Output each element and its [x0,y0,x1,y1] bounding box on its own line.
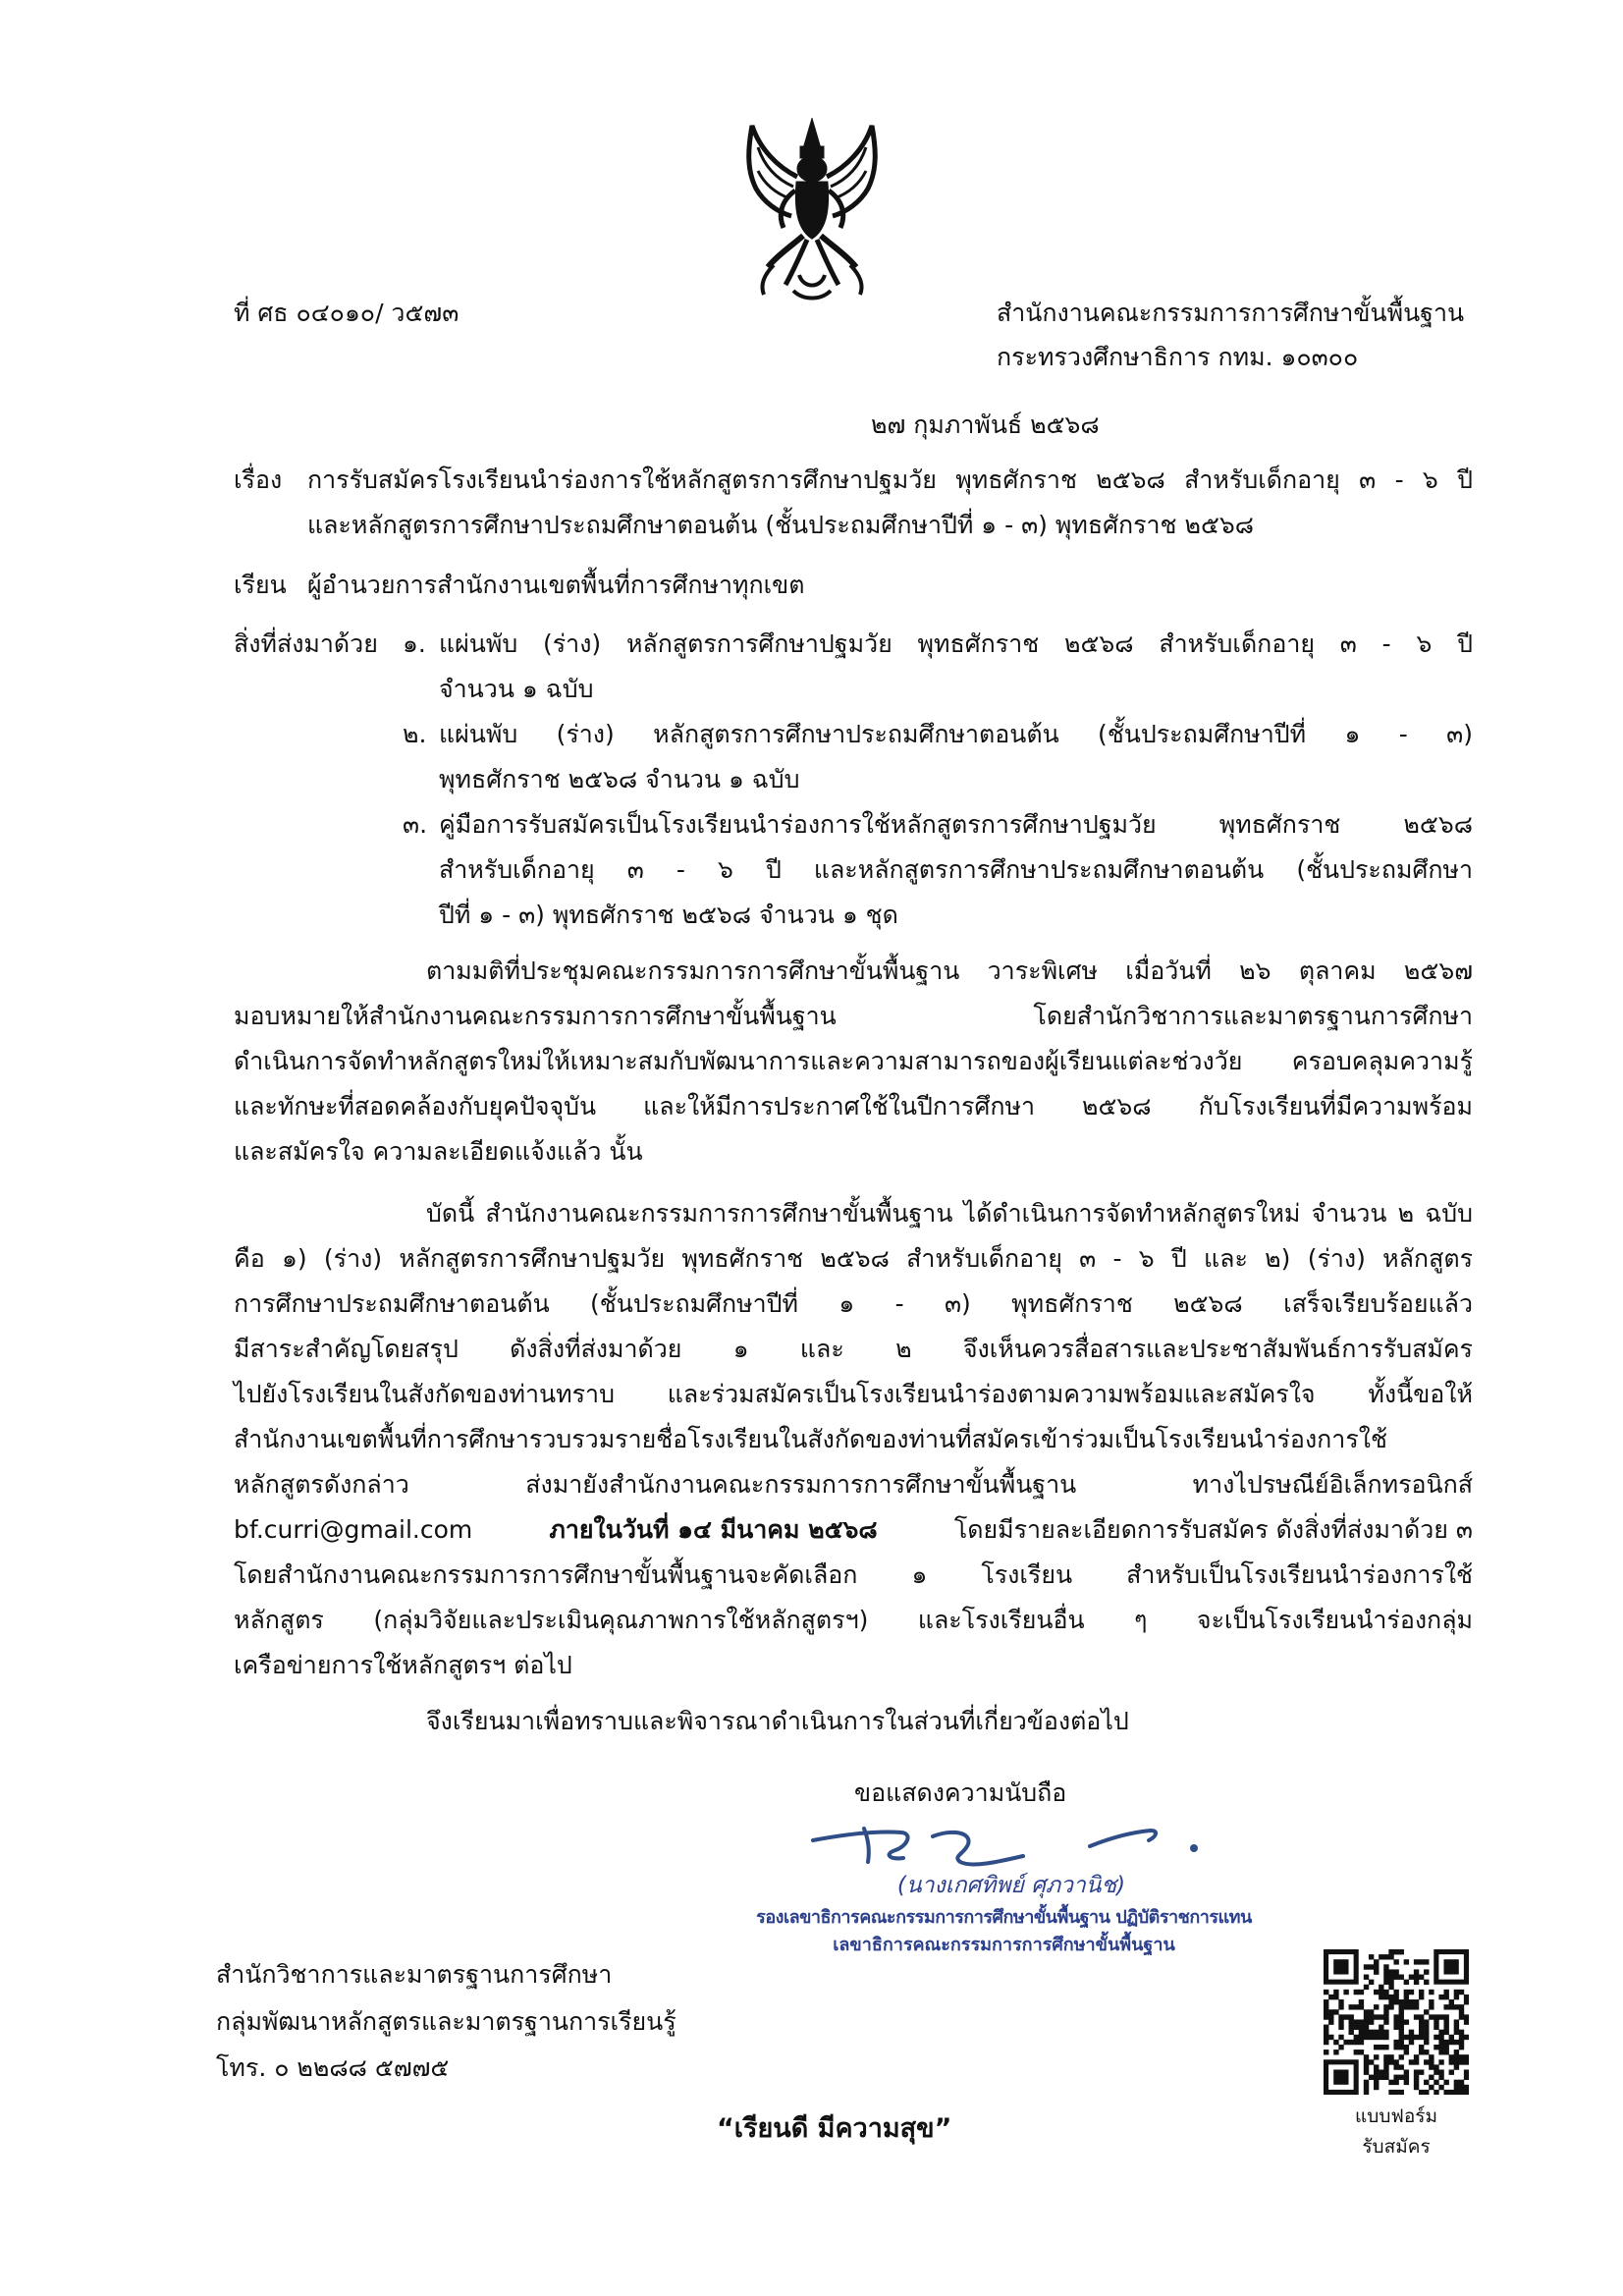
para2-line: โดยสำนักงานคณะกรรมการการศึกษาขั้นพื้นฐานจะคัดเลือก ๑ โรงเรียน สำหรับเป็นโรงเรียนนำร่องการใช้ [234,1560,1473,1589]
para1-line: และทักษะที่สอดคล้องกับยุคปัจจุบัน และให้มีการประกาศใช้ในปีการศึกษา ๒๕๖๘ กับโรงเรียนที่มีความพร้อม [234,1092,1473,1121]
department-group: กลุ่มพัฒนาหลักสูตรและมาตรฐานการเรียนรู้ [216,2007,676,2036]
subject-label: เรื่อง [234,465,283,494]
office-address: กระทรวงศึกษาธิการ กทม. ๑๐๓๐๐ [997,343,1359,371]
signatory-title-2: เลขาธิการคณะกรรมการการศึกษาขั้นพื้นฐาน [833,1935,1175,1955]
qr-code[interactable] [1324,1949,1469,2095]
enclosure-3-line-3: ปีที่ ๑ - ๓) พุทธศักราช ๒๕๖๘ จำนวน ๑ ชุด [439,901,898,929]
garuda-emblem [738,118,886,302]
slogan: “เรียนดี มีความสุข” [717,2113,952,2144]
deadline-text: ภายในวันที่ ๑๔ มีนาคม ๒๕๖๘ [549,1515,878,1544]
para2-line: บัดนี้ สำนักงานคณะกรรมการการศึกษาขั้นพื้นฐาน ได้ดำเนินการจัดทำหลักสูตรใหม่ จำนวน ๒ ฉบับ [426,1199,1473,1228]
addressee-label: เรียน [234,571,287,599]
para2-line: ไปยังโรงเรียนในสังกัดของท่านทราบ และร่วมสมัครเป็นโรงเรียนนำร่องตามความพร้อมและสมัครใจ ทั้งนี้ขอให้ [234,1380,1473,1408]
enclosure-number: ๒. [403,720,427,748]
para2-after-deadline: โดยมีรายละเอียดการรับสมัคร ดังสิ่งที่ส่งมาด้วย ๓ [953,1515,1473,1544]
para2-deadline-line [234,1507,1473,1553]
document-date: ๒๗ กุมภาพันธ์ ๒๕๖๘ [871,410,1100,439]
enclosure-2-line-1: แผ่นพับ (ร่าง) หลักสูตรการศึกษาประถมศึกษาตอนต้น (ชั้นประถมศึกษาปีที่ ๑ - ๓) [439,720,1473,748]
para1-line: และสมัครใจ ความละเอียดแจ้งแล้ว นั้น [234,1137,643,1166]
signatory-title-1: รองเลขาธิการคณะกรรมการการศึกษาขั้นพื้นฐาน ปฏิบัติราชการแทน [756,1907,1252,1928]
para2-line: สำนักงานเขตพื้นที่การศึกษารวบรวมรายชื่อโรงเรียนในสังกัดของท่านที่สมัครเข้าร่วมเป็นโรงเรียนนำร่องการใช้ [234,1425,1387,1453]
document-number: ที่ ศธ ๐๔๐๑๐/ ว๕๗๓ [234,299,460,327]
enclosure-3-line-2: สำหรับเด็กอายุ ๓ - ๖ ปี และหลักสูตรการศึกษาประถมศึกษาตอนต้น (ชั้นประถมศึกษา [439,855,1473,884]
subject-line-1: การรับสมัครโรงเรียนนำร่องการใช้หลักสูตรการศึกษาปฐมวัย พุทธศักราช ๒๕๖๘ สำหรับเด็กอายุ ๓ - ๖ ปี [307,465,1473,494]
para2-line: การศึกษาประถมศึกษาตอนต้น (ชั้นประถมศึกษาปีที่ ๑ - ๓) พุทธศักราช ๒๕๖๘ เสร็จเรียบร้อยแล้ว [234,1289,1473,1318]
handwritten-signature [805,1807,1217,1876]
enclosure-number: ๑. [403,629,426,658]
addressee-text: ผู้อำนวยการสำนักงานเขตพื้นที่การศึกษาทุกเขต [307,571,805,599]
enclosure-1-line-1: แผ่นพับ (ร่าง) หลักสูตรการศึกษาปฐมวัย พุทธศักราช ๒๕๖๘ สำหรับเด็กอายุ ๓ - ๖ ปี [439,629,1473,658]
closing-paragraph: จึงเรียนมาเพื่อทราบและพิจารณาดำเนินการในส่วนที่เกี่ยวข้องต่อไป [426,1707,1129,1735]
office-name: สำนักงานคณะกรรมการการศึกษาขั้นพื้นฐาน [997,299,1465,327]
regards: ขอแสดงความนับถือ [854,1778,1067,1807]
para2-line: เครือข่ายการใช้หลักสูตรฯ ต่อไป [234,1651,572,1679]
enclosure-3-line-1: คู่มือการรับสมัครเป็นโรงเรียนนำร่องการใช้หลักสูตรการศึกษาปฐมวัย พุทธศักราช ๒๕๖๘ [439,810,1473,839]
para1-line: ดำเนินการจัดทำหลักสูตรใหม่ให้เหมาะสมกับพัฒนาการและความสามารถของผู้เรียนแต่ละช่วงวัย ครอบคลุมความรู้ [234,1047,1473,1075]
enclosure-2-line-2: พุทธศักราช ๒๕๖๘ จำนวน ๑ ฉบับ [439,765,800,793]
para1-line: ตามมติที่ประชุมคณะกรรมการการศึกษาขั้นพื้นฐาน วาระพิเศษ เมื่อวันที่ ๒๖ ตุลาคม ๒๕๖๗ [426,957,1473,985]
phone-number: โทร. ๐ ๒๒๘๘ ๕๗๗๕ [216,2053,450,2082]
para1-line: มอบหมายให้สำนักงานคณะกรรมการการศึกษาขั้นพื้นฐาน โดยสำนักวิชาการและมาตรฐานการศึกษา [234,1002,1473,1030]
enclosure-number: ๓. [403,810,428,839]
contact-email[interactable]: bf.curri@gmail.com [234,1515,473,1544]
qr-caption-line-2: รับสมัคร [1362,2136,1431,2158]
department-name: สำนักวิชาการและมาตรฐานการศึกษา [216,1960,613,1989]
para2-line: หลักสูตรดังกล่าว ส่งมายังสำนักงานคณะกรรมการการศึกษาขั้นพื้นฐาน ทางไปรษณีย์อิเล็กทรอนิกส์ [234,1470,1473,1499]
para2-line: คือ ๑) (ร่าง) หลักสูตรการศึกษาปฐมวัย พุทธศักราช ๒๕๖๘ สำหรับเด็กอายุ ๓ - ๖ ปี และ ๒) (ร่าง) หลักสูตร [234,1244,1473,1273]
enclosure-1-line-2: จำนวน ๑ ฉบับ [439,675,594,703]
enclosures-label: สิ่งที่ส่งมาด้วย [234,629,378,658]
para2-line: หลักสูตร (กลุ่มวิจัยและประเมินคุณภาพการใช้หลักสูตรฯ) และโรงเรียนอื่น ๆ จะเป็นโรงเรียนนำร่องกลุ่ม [234,1606,1473,1634]
para2-line: มีสาระสำคัญโดยสรุป ดังสิ่งที่ส่งมาด้วย ๑ และ ๒ จึงเห็นควรสื่อสารและประชาสัมพันธ์การรับสมัคร [234,1335,1473,1363]
subject-line-2: และหลักสูตรการศึกษาประถมศึกษาตอนต้น (ชั้นประถมศึกษาปีที่ ๑ - ๓) พุทธศักราช ๒๕๖๘ [307,511,1255,539]
qr-caption-line-1: แบบฟอร์ม [1355,2105,1437,2127]
signatory-name: (นางเกศทิพย์ ศุภวานิช) [896,1873,1126,1898]
